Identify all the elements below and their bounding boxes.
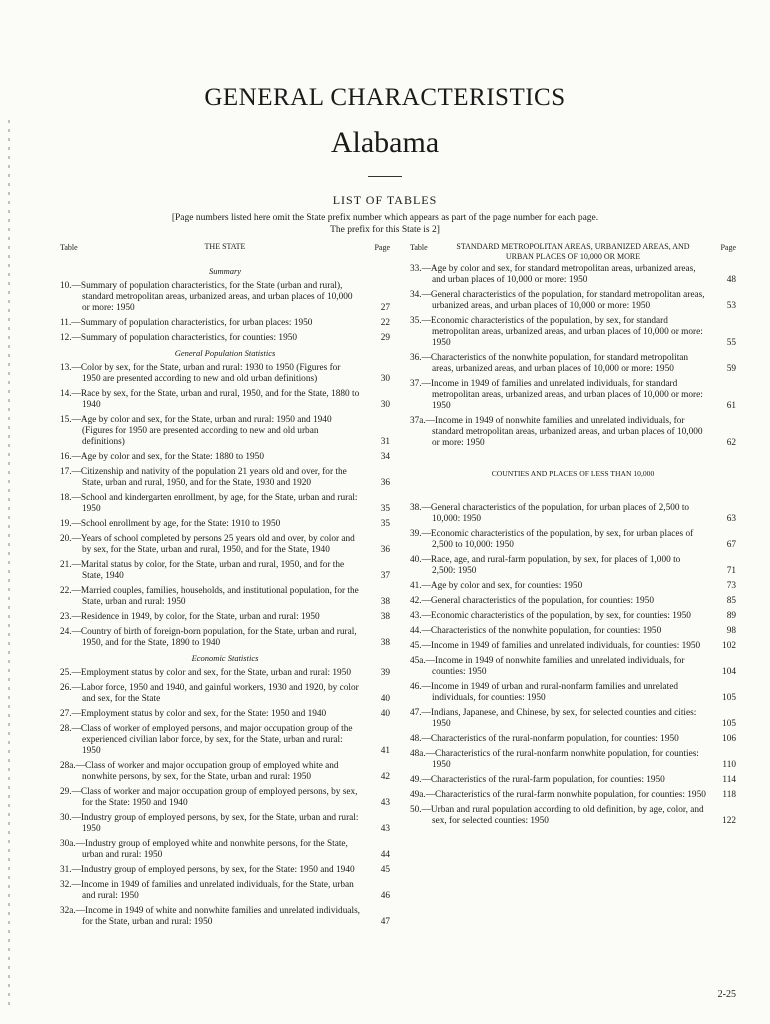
left-sections (60, 266, 390, 928)
table-entry-title: 14.—Race by sex, for the State, urban and rural, 1950, and for the State, 1880 to 1940 (60, 389, 360, 410)
table-entry (410, 379, 736, 412)
page-number: 2-25 (717, 989, 736, 1000)
left-col-title: THE STATE (204, 242, 246, 251)
table-entry (410, 805, 736, 827)
table-entry-title: 45a.—Income in 1949 of nonwhite families and unrelated individuals, for counties: 1950 (410, 655, 685, 677)
table-entry-title: 48.—Characteristics of the rural-nonfarm population, for counties: 1950 (410, 733, 679, 744)
table-entry-page: 62 (726, 438, 736, 448)
table-entry (60, 586, 390, 608)
table-entry-title: 39.—Economic characteristics of the population, by sex, for urban places of 2,500 to 10,000: 1950 (410, 528, 694, 550)
table-entry-page: 104 (722, 666, 736, 677)
table-entry-title: 41.—Age by color and sex, for counties: 1950 (410, 580, 583, 591)
table-entry (60, 493, 390, 515)
table-entry (60, 813, 390, 835)
table-entry-title: 19.—School enrollment by age, for the State: 1910 to 1950 (60, 519, 281, 529)
table-entry (60, 534, 390, 556)
table-entry-title: 11.—Summary of population characteristics, for urban places: 1950 (60, 318, 313, 328)
right-section-counties-list (410, 503, 736, 827)
table-entry-title: 28a.—Class of worker and major occupation group of employed white and nonwhite persons, by sex, for the State, urban and rural: 1950 (60, 761, 339, 782)
table-entry-title: 26.—Labor force, 1950 and 1940, and gainful workers, 1930 and 1920, by color and sex, for the State (60, 683, 359, 704)
table-entry-title: 36.—Characteristics of the nonwhite population, for standard metropolitan areas, urbanized areas, and urban places of 10,000 or more: 1950 (410, 353, 689, 374)
table-entry (410, 641, 736, 652)
state-name: Alabama (330, 126, 440, 159)
table-entry-title: 48a.—Characteristics of the rural-nonfarm nonwhite population, for counties: 1950 (410, 748, 699, 770)
table-entry (410, 790, 736, 801)
table-entry-page: 114 (722, 774, 736, 785)
table-entry-title: 12.—Summary of population characteristics, for counties: 1950 (60, 333, 298, 343)
table-entry-page: 110 (722, 759, 736, 770)
table-entry (60, 839, 390, 861)
right-column-header (410, 240, 736, 264)
table-entry-page: 61 (726, 401, 736, 411)
right-section-counties-title: COUNTIES AND PLACES OF LESS THAN 10,000 (491, 469, 655, 478)
title-divider (368, 176, 402, 177)
left-col-page-label: Page (374, 243, 390, 252)
table-entry-title: 29.—Class of worker and major occupation group of employed persons, by sex, for the State: 1950 and 1940 (60, 787, 358, 808)
table-entry (60, 318, 390, 329)
table-entry-title: 45.—Income in 1949 of families and unrelated individuals, for counties: 1950 (410, 640, 701, 651)
table-entry-page: 71 (726, 565, 736, 576)
table-entry-title: 38.—General characteristics of the population, for urban places of 2,500 to 10,000: 1950 (410, 502, 690, 524)
table-entry (60, 452, 390, 463)
table-entry (60, 415, 390, 448)
table-entry-page: 118 (722, 789, 736, 800)
table-entry-page: 48 (726, 275, 736, 285)
table-entry (60, 683, 390, 705)
table-entry (410, 555, 736, 577)
table-entry-title: 23.—Residence in 1949, by color, for the State, urban and rural: 1950 (60, 612, 320, 622)
table-entry-title: 49a.—Characteristics of the rural-farm nonwhite population, for counties: 1950 (410, 789, 706, 800)
table-entry-page: 39 (380, 668, 390, 678)
right-column (410, 240, 736, 831)
left-column (60, 240, 390, 932)
table-entry-title: 21.—Marital status by color, for the State, urban and rural, 1950, and for the State, 1940 (60, 560, 345, 581)
table-entry-page: 73 (726, 580, 736, 591)
table-entry (410, 656, 736, 678)
table-entry (60, 467, 390, 489)
table-entry (60, 906, 390, 928)
table-entry-title: 42.—General characteristics of the population, for counties: 1950 (410, 595, 654, 606)
table-entry-title: 44.—Characteristics of the nonwhite population, for counties: 1950 (410, 625, 662, 636)
right-col-page-label: Page (720, 243, 736, 252)
table-entry-title: 31.—Industry group of employed persons, by sex, for the State: 1950 and 1940 (60, 865, 355, 875)
table-entry-page: 63 (726, 513, 736, 524)
table-entry-page: 59 (726, 364, 736, 374)
table-entry-page: 85 (726, 595, 736, 606)
binding-margin-marks (8, 120, 10, 1010)
right-col-title: STANDARD METROPOLITAN AREAS, URBANIZED AREAS, AND URBAN PLACES OF 10,000 OR MORE (456, 242, 690, 261)
left-col-table-label: Table (60, 243, 78, 252)
table-entry (410, 596, 736, 607)
table-entry (60, 724, 390, 757)
table-entry (60, 363, 390, 385)
table-entry (60, 668, 390, 679)
table-entry (60, 560, 390, 582)
section-title: Economic Statistics (191, 653, 259, 663)
section-title: General Population Statistics (174, 348, 276, 358)
left-column-header (60, 240, 390, 264)
table-entry-title: 27.—Employment status by color and sex, for the State: 1950 and 1940 (60, 709, 327, 719)
table-entry-title: 16.—Age by color and sex, for the State: 1880 to 1950 (60, 452, 264, 462)
table-entry-title: 37a.—Income in 1949 of nonwhite families and unrelated individuals, for standard metropolitan areas, urbanized areas, and urban places of 10,000 or more: 1950 (410, 416, 703, 448)
table-entry-title: 15.—Age by color and sex, for the State, urban and rural: 1950 and 1940 (Figures for 1950 are presented according to new and old urban definitions) (60, 415, 332, 447)
table-entry-page: 44 (380, 850, 390, 860)
table-entry-page: 30 (380, 400, 390, 410)
page-heading: GENERAL CHARACTERISTICS (204, 84, 566, 111)
table-entry (410, 290, 736, 312)
table-entry (60, 519, 390, 530)
table-entry (60, 333, 390, 344)
table-entry-page: 34 (380, 452, 390, 462)
table-entry (410, 775, 736, 786)
table-entry-page: 105 (722, 718, 736, 729)
table-entry-page: 55 (726, 338, 736, 348)
table-entry (410, 626, 736, 637)
table-entry-title: 22.—Married couples, families, households, and institutional population, for the State, urban and rural: 1950 (60, 586, 359, 607)
table-entry-page: 40 (380, 694, 390, 704)
table-entry-title: 46.—Income in 1949 of urban and rural-nonfarm families and unrelated individuals, for counties: 1950 (410, 681, 678, 703)
table-entry-page: 27 (380, 303, 390, 313)
table-entry-title: 17.—Citizenship and nativity of the population 21 years old and over, for the State, urban and rural, 1950, and for the State, 1930 and 1920 (60, 467, 347, 488)
table-entry-page: 42 (380, 772, 390, 782)
table-entry (410, 708, 736, 730)
table-entry (60, 709, 390, 720)
table-entry-page: 36 (380, 545, 390, 555)
table-entry (60, 612, 390, 623)
table-entry-title: 35.—Economic characteristics of the population, by sex, for standard metropolitan areas, urbanized areas, and urban places of 10,000 or more: 1950 (410, 316, 703, 348)
table-entry-page: 37 (380, 571, 390, 581)
table-entry-page: 38 (380, 638, 390, 648)
table-entry-title: 10.—Summary of population characteristics, for the State (urban and rural), standard metropolitan areas, urbanized areas, and urban places of 10,000 or more: 1950 (60, 281, 353, 313)
section-title: Summary (208, 266, 242, 276)
table-entry-page: 35 (380, 504, 390, 514)
table-entry (410, 749, 736, 771)
table-entry-page: 102 (722, 640, 736, 651)
table-entry (410, 353, 736, 375)
list-of-tables-title: LIST OF TABLES (332, 193, 438, 207)
table-entry-title: 30.—Industry group of employed persons, by sex, for the State, urban and rural: 1950 (60, 813, 359, 834)
right-section-metro-list (410, 264, 736, 449)
table-entry (410, 316, 736, 349)
table-entry-title: 32a.—Income in 1949 of white and nonwhite families and unrelated individuals, for the State, urban and rural: 1950 (60, 906, 361, 927)
table-entry-page: 40 (380, 709, 390, 719)
table-entry (60, 627, 390, 649)
table-entry-page: 105 (722, 692, 736, 703)
table-entry-page: 38 (380, 612, 390, 622)
table-entry-page: 89 (726, 610, 736, 621)
table-entry-page: 98 (726, 625, 736, 636)
prefix-note-line1: [Page numbers listed here omit the State prefix number which appears as part of the page number for each page. (171, 213, 599, 223)
table-entry (60, 880, 390, 902)
table-entry-title: 24.—Country of birth of foreign-born population, for the State, urban and rural, 1950, and for the State, 1890 to 1940 (60, 627, 357, 648)
table-entry (410, 682, 736, 704)
table-entry (410, 581, 736, 592)
table-entry (410, 503, 736, 525)
prefix-note-line2: The prefix for this State is 2] (330, 225, 440, 235)
table-entry-page: 46 (380, 891, 390, 901)
table-entry-page: 45 (380, 865, 390, 875)
table-entry (410, 611, 736, 622)
table-entry (60, 787, 390, 809)
table-entry-page: 29 (380, 333, 390, 343)
table-entry-title: 18.—School and kindergarten enrollment, by age, for the State, urban and rural: 1950 (60, 493, 358, 514)
table-entry-title: 13.—Color by sex, for the State, urban and rural: 1930 to 1950 (Figures for 1950 are presented according to new and old urban definitions) (60, 363, 341, 384)
table-entry-page: 36 (380, 478, 390, 488)
table-entry (60, 761, 390, 783)
table-entry-title: 30a.—Industry group of employed white and nonwhite persons, for the State, urban and rural: 1950 (60, 839, 348, 860)
table-entry (410, 734, 736, 745)
table-entry-page: 106 (722, 733, 736, 744)
table-entry-page: 43 (380, 824, 390, 834)
table-entry-page: 30 (380, 374, 390, 384)
table-entry-title: 34.—General characteristics of the population, for standard metropolitan areas, urbanized areas, and urban places of 10,000 or more: 1950 (410, 290, 705, 311)
table-entry (410, 264, 736, 286)
table-entry-title: 49.—Characteristics of the rural-farm population, for counties: 1950 (410, 774, 665, 785)
table-entry-title: 20.—Years of school completed by persons 25 years old and over, by color and by sex, for the State, urban and rural, 1950, and for the State, 1940 (60, 534, 355, 555)
table-entry (410, 416, 736, 449)
table-entry-title: 50.—Urban and rural population according to old definition, by age, color, and sex, for selected counties: 1950 (410, 804, 704, 826)
table-entry (60, 389, 390, 411)
table-entry-page: 122 (722, 815, 736, 826)
right-col-table-label: Table (410, 243, 428, 252)
table-entry-title: 32.—Income in 1949 of families and unrelated individuals, for the State, urban and rural: 1950 (60, 880, 354, 901)
table-entry (410, 529, 736, 551)
table-entry-page: 67 (726, 539, 736, 550)
table-entry-page: 43 (380, 798, 390, 808)
table-entry-page: 35 (380, 519, 390, 529)
table-entry-page: 22 (380, 318, 390, 328)
table-entry-title: 47.—Indians, Japanese, and Chinese, by sex, for selected counties and cities: 1950 (410, 707, 697, 729)
table-entry-page: 53 (726, 301, 736, 311)
table-entry-title: 40.—Race, age, and rural-farm population, by sex, for places of 1,000 to 2,500: 1950 (410, 554, 681, 576)
table-entry-page: 38 (380, 597, 390, 607)
table-entry-title: 43.—Economic characteristics of the population, by sex, for counties: 1950 (410, 610, 691, 621)
table-entry-title: 28.—Class of worker of employed persons, and major occupation group of the experienced civilian labor force, by sex, for the State, urban and rural: 1950 (60, 724, 353, 756)
table-entry-title: 25.—Employment status by color and sex, for the State, urban and rural: 1950 (60, 668, 351, 678)
table-entry-page: 31 (380, 437, 390, 447)
table-entry-page: 47 (380, 917, 390, 927)
table-entry-page: 41 (380, 746, 390, 756)
table-entry-title: 33.—Age by color and sex, for standard metropolitan areas, urbanized areas, and urban places of 10,000 or more: 1950 (410, 264, 696, 285)
table-entry-title: 37.—Income in 1949 of families and unrelated individuals, for standard metropolitan areas, urbanized areas, and urban places of 10,000 or more: 1950 (410, 379, 703, 411)
table-entry (60, 865, 390, 876)
table-entry (60, 281, 390, 314)
